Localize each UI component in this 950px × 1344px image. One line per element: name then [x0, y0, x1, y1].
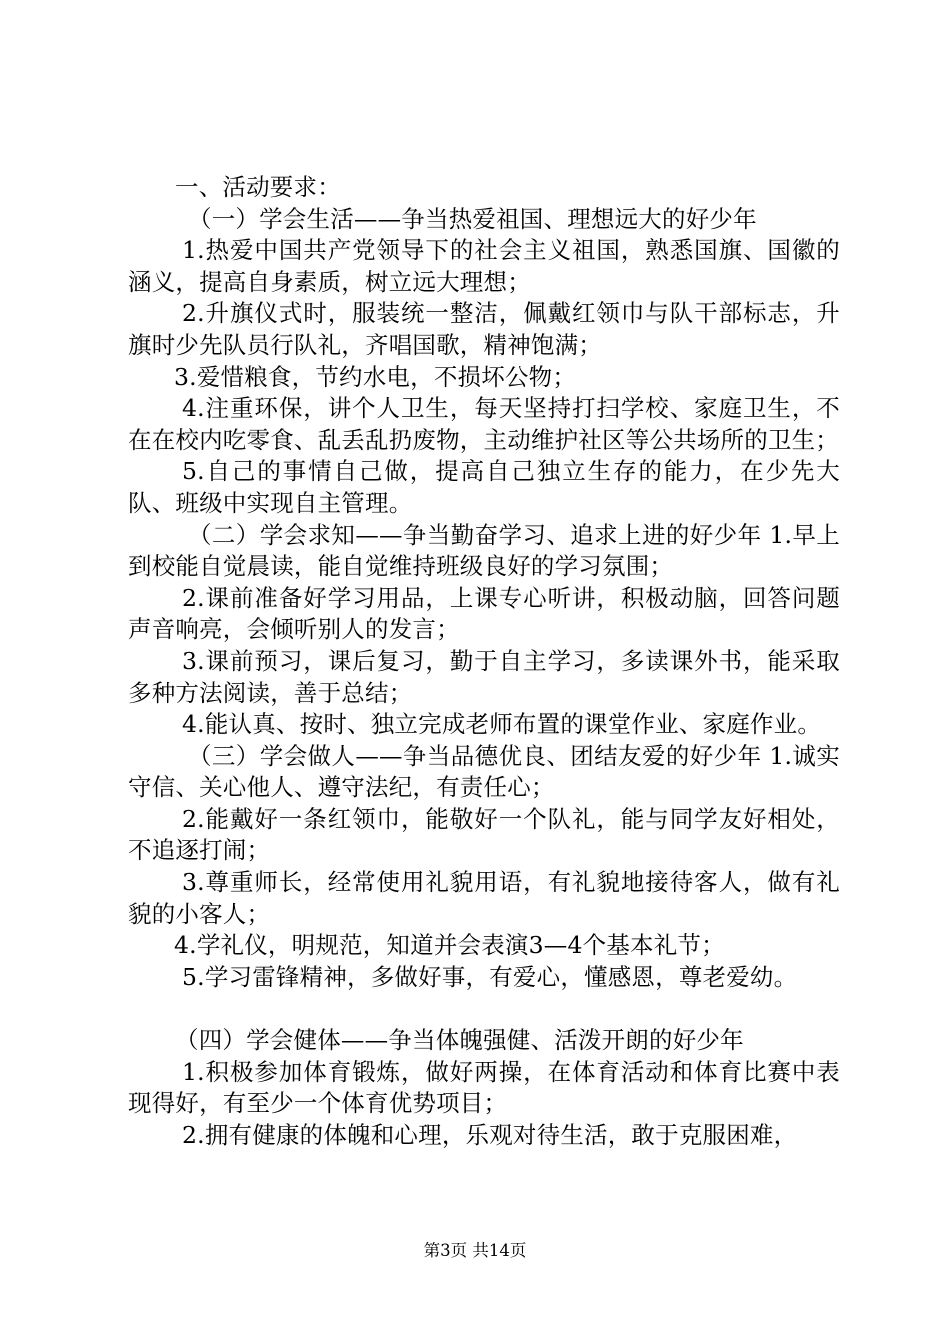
list-item: 1.热爱中国共产党领导下的社会主义祖国，熟悉国旗、国徽的涵义，提高自身素质，树立远大理想；: [128, 236, 840, 296]
list-item: 2.能戴好一条红领巾，能敬好一个队礼，能与同学友好相处，不追逐打闹；: [128, 804, 840, 865]
list-item: 4.能认真、按时、独立完成老师布置的课堂作业、家庭作业。: [182, 710, 822, 739]
subsection-heading-2: （二）学会求知——争当勤奋学习、追求上进的好少年 1.早上到校能自觉晨读，能自觉维持班级良好的学习氛围；: [128, 520, 840, 581]
list-item: 1.积极参加体育锻炼，做好两操，在体育活动和体育比赛中表现得好，有至少一个体育优势项目；: [128, 1057, 840, 1118]
list-item: 4.学礼仪，明规范，知道并会表演3—4个基本礼节；: [174, 931, 725, 960]
list-item: 2.拥有健康的体魄和心理，乐观对待生活，敢于克服困难，: [182, 1120, 798, 1149]
list-item: 5.自己的事情自己做，提高自己独立生存的能力，在少先大队、班级中实现自主管理。: [128, 457, 840, 517]
list-item: 2.课前准备好学习用品，上课专心听讲，积极动脑，回答问题声音响亮，会倾听别人的发言；: [128, 583, 840, 644]
list-item: 4.注重环保，讲个人卫生，每天坚持打扫学校、家庭卫生，不在在校内吃零食、乱丢乱扔废物，主动维护社区等公共场所的卫生；: [128, 394, 840, 454]
list-item: 3.尊重师长，经常使用礼貌用语，有礼貌地接待客人，做有礼貌的小客人；: [128, 868, 840, 928]
subsection-heading-3: （三）学会做人——争当品德优良、团结友爱的好少年 1.诚实守信、关心他人、遵守法纪，有责任心；: [128, 741, 840, 802]
subsection-heading-1: （一）学会生活——争当热爱祖国、理想远大的好少年: [188, 204, 757, 233]
subsection-heading-4: （四）学会健体——争当体魄强健、活泼开朗的好少年: [175, 1026, 744, 1055]
paragraph-gap: [128, 993, 840, 1025]
page-footer: 第3页 共14页: [423, 1241, 527, 1260]
list-item: 3.爱惜粮食，节约水电，不损坏公物；: [174, 362, 577, 391]
list-item: 5.学习雷锋精神，多做好事，有爱心，懂感恩，尊老爱幼。: [182, 962, 798, 991]
list-item: 3.课前预习，课后复习，勤于自主学习，多读课外书，能采取多种方法阅读，善于总结；: [128, 646, 840, 707]
section-heading: 一、活动要求：: [175, 173, 341, 201]
document-body: [128, 172, 840, 1151]
list-item: 2.升旗仪式时，服装统一整洁，佩戴红领巾与队干部标志，升旗时少先队员行队礼，齐唱国歌，精神饱满；: [128, 299, 840, 359]
